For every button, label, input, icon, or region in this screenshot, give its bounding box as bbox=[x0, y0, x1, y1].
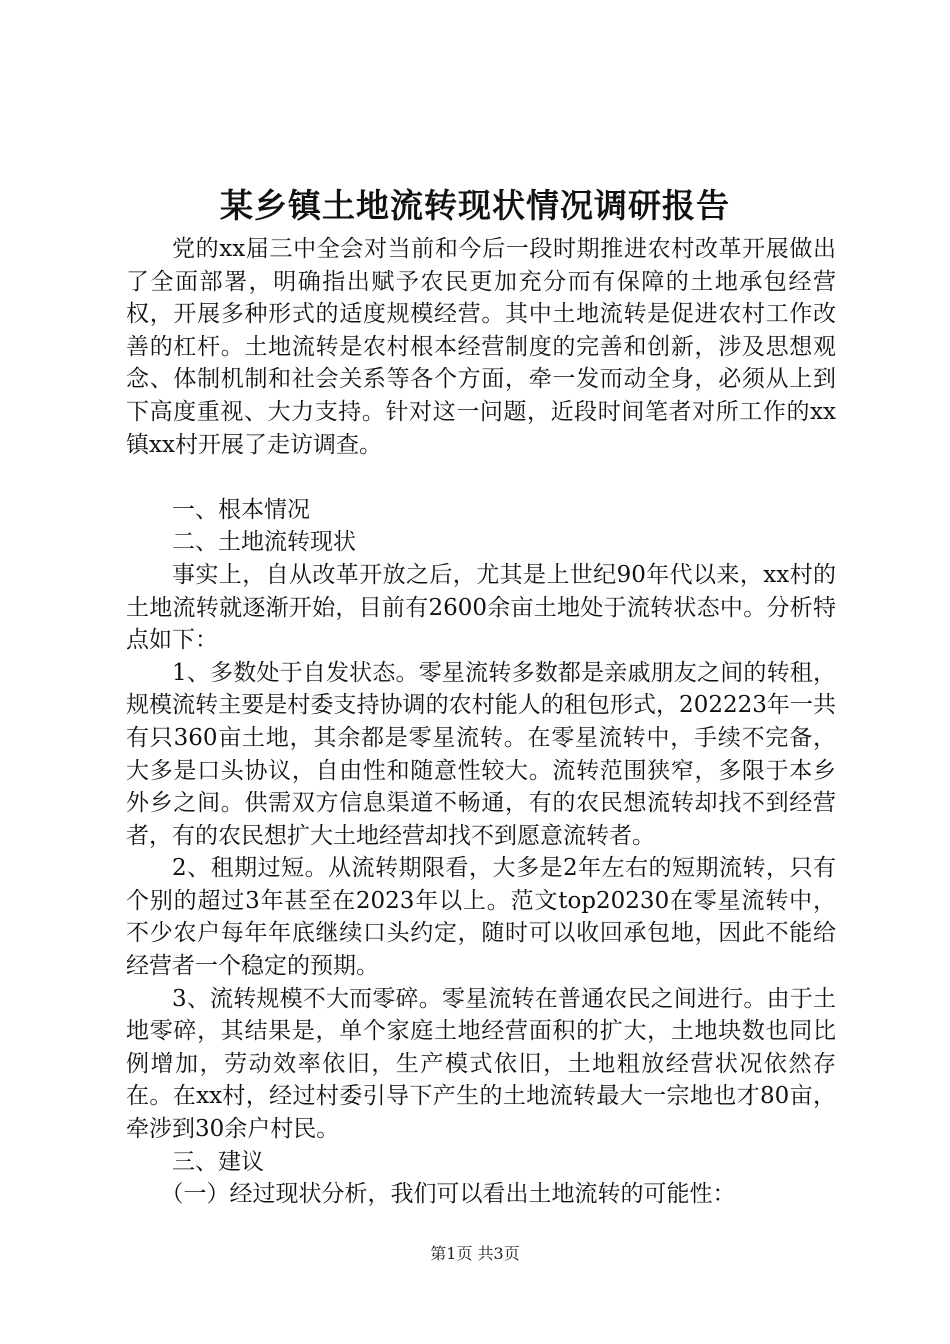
section-heading-basic-situation: 一、根本情况 bbox=[172, 496, 310, 523]
intro-paragraph: 党的xx届三中全会对当前和今后一段时期推进农村改革开展做出了全面部署，明确指出赋予农民更加充分而有保障的土地承包经营权，开展多种形式的适度规模经营。其中土地流转是促进农村工作改善的杠杆。土地流转是农村根本经营制度的完善和创新，涉及思想观念、体制机制和社会关系等各个方面，牵一发而动全身，必须从上到下高度重视、大力支持。针对这一问题，近段时间笔者对所工作的xx镇xx村开展了走访调查。 bbox=[126, 236, 836, 458]
sub-heading-feasibility: （一）经过现状分析，我们可以看出土地流转的可能性： bbox=[160, 1181, 736, 1208]
document-body bbox=[126, 233, 836, 1211]
section-heading-suggestions: 三、建议 bbox=[172, 1148, 264, 1175]
page-footer: 第1页 共3页 bbox=[430, 1244, 520, 1263]
section-heading-transfer-status: 二、土地流转现状 bbox=[172, 529, 356, 556]
point-3-paragraph: 3、流转规模不大而零碎。零星流转在普通农民之间进行。由于土地零碎，其结果是，单个家庭土地经营面积的扩大，土地块数也同比例增加，劳动效率依旧，生产模式依旧，土地粗放经营状况依然存在。在xx村，经过村委引导下产生的土地流转最大一宗地也才80亩，牵涉到30余户村民。 bbox=[126, 985, 836, 1143]
paragraph-spacer bbox=[126, 461, 836, 494]
point-1-paragraph: 1、多数处于自发状态。零星流转多数都是亲戚朋友之间的转租，规模流转主要是村委支持协调的农村能人的租包形式，202223年一共有只360亩土地，其余都是零星流转。在零星流转中，手续不完备，大多是口头协议，自由性和随意性较大。流转范围狭窄，多限于本乡外乡之间。供需双方信息渠道不畅通，有的农民想流转却找不到经营者，有的农民想扩大土地经营却找不到愿意流转者。 bbox=[126, 659, 836, 849]
document-title: 某乡镇土地流转现状情况调研报告 bbox=[220, 186, 730, 225]
status-intro-paragraph: 事实上，自从改革开放之后，尤其是上世纪90年代以来，xx村的土地流转就逐渐开始，目前有2600余亩土地处于流转状态中。分析特点如下： bbox=[126, 561, 836, 654]
point-2-paragraph: 2、租期过短。从流转期限看，大多是2年左右的短期流转，只有个别的超过3年甚至在2023年以上。范文top20230在零星流转中，不少农户每年年底继续口头约定，随时可以收回承包地，因此不能给经营者一个稳定的预期。 bbox=[126, 855, 836, 980]
